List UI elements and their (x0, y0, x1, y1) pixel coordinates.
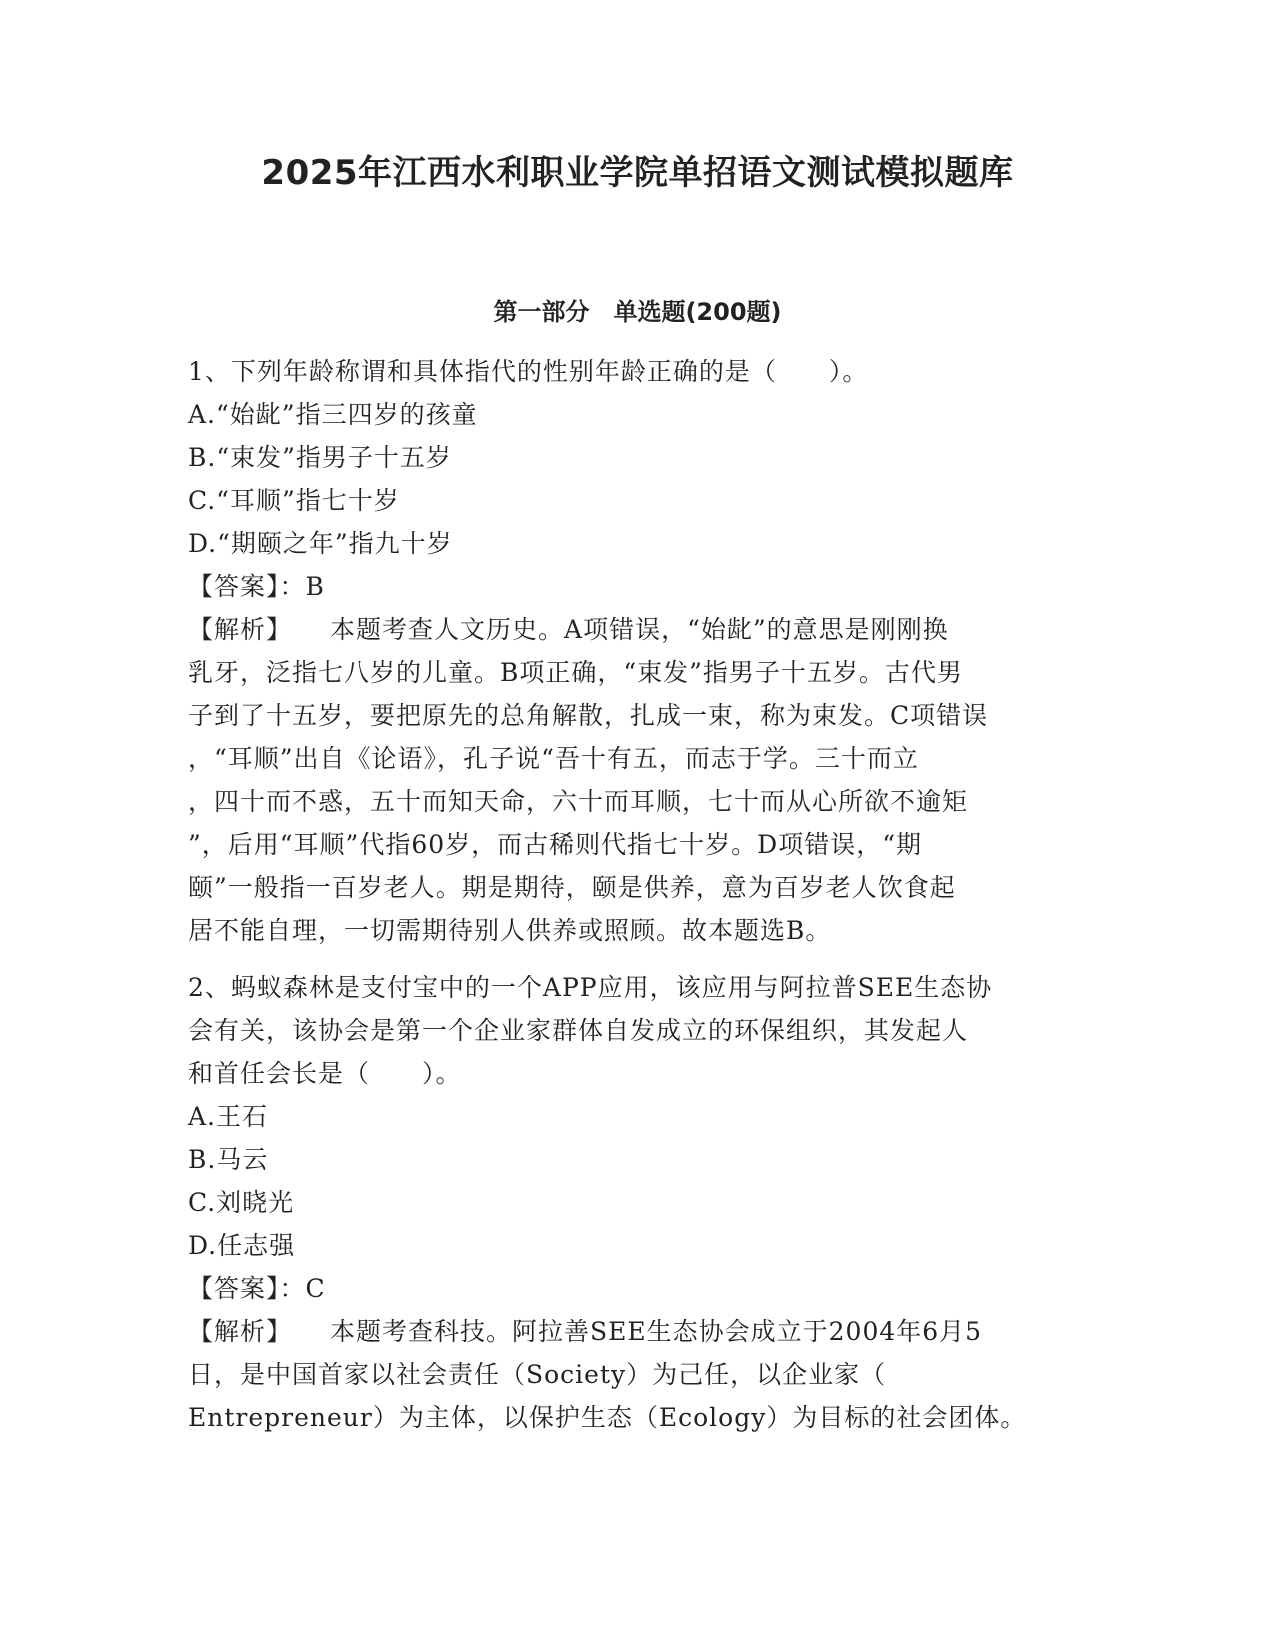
analysis-line: Entrepreneur）为主体，以保护生态（Ecology）为目标的社会团体。 (188, 1403, 1027, 1432)
option-c: C.“耳顺”指七十岁 (188, 486, 400, 515)
question-stem: 1、下列年龄称谓和具体指代的性别年龄正确的是（ ）。 (188, 357, 869, 386)
question-stem: 2、蚂蚁森林是支付宝中的一个APP应用，该应用与阿拉普SEE生态协 (188, 973, 993, 1002)
analysis-line: ”，后用“耳顺”代指60岁，而古稀则代指七十岁。D项错误，“期 (188, 830, 922, 859)
analysis-text: 本题考查科技。阿拉善SEE生态协会成立于2004年6月5 (330, 1317, 983, 1346)
question-1 (188, 350, 1088, 952)
question-2 (188, 966, 1088, 1439)
question-stem: 会有关，该协会是第一个企业家群体自发成立的环保组织，其发起人 (188, 1016, 969, 1045)
question-list (188, 350, 1088, 1439)
option-c: C.刘晓光 (188, 1188, 295, 1217)
option-d: D.“期颐之年”指九十岁 (188, 529, 453, 558)
analysis-line: 居不能自理，一切需期待别人供养或照顾。故本题选B。 (188, 916, 832, 945)
answer: 【答案】：C (188, 1274, 326, 1303)
option-a: A.“始龀”指三四岁的孩童 (188, 400, 478, 429)
analysis-line: ，四十而不惑，五十而知天命，六十而耳顺，七十而从心所欲不逾矩 (188, 787, 969, 816)
analysis-line: ，“耳顺”出自《论语》，孔子说“吾十有五，而志于学。三十而立 (188, 744, 919, 773)
analysis-label: 【解析】 (188, 1317, 293, 1346)
analysis-line: 日，是中国首家以社会责任（Society）为己任，以企业家（ (188, 1360, 887, 1389)
analysis-line: 子到了十五岁，要把原先的总角解散，扎成一束，称为束发。C项错误 (188, 701, 989, 730)
analysis-line (188, 1310, 1088, 1353)
option-a: A.王石 (188, 1102, 269, 1131)
section-heading: 第一部分 单选题(200题) (493, 298, 782, 326)
option-d: D.任志强 (188, 1231, 296, 1260)
analysis-line: 乳牙，泛指七八岁的儿童。B项正确，“束发”指男子十五岁。古代男 (188, 658, 963, 687)
analysis-line: 颐”一般指一百岁老人。期是期待，颐是供养，意为百岁老人饮食起 (188, 873, 956, 902)
answer: 【答案】：B (188, 572, 325, 601)
analysis-text: 本题考查人文历史。A项错误，“始龀”的意思是刚刚换 (330, 615, 949, 644)
option-b: B.马云 (188, 1145, 269, 1174)
question-separator (188, 952, 1088, 966)
page-title: 2025年江西水利职业学院单招语文测试模拟题库 (261, 153, 1014, 193)
analysis-line (188, 608, 1088, 651)
analysis-label: 【解析】 (188, 615, 293, 644)
question-stem: 和首任会长是（ ）。 (188, 1059, 462, 1088)
option-b: B.“束发”指男子十五岁 (188, 443, 452, 472)
